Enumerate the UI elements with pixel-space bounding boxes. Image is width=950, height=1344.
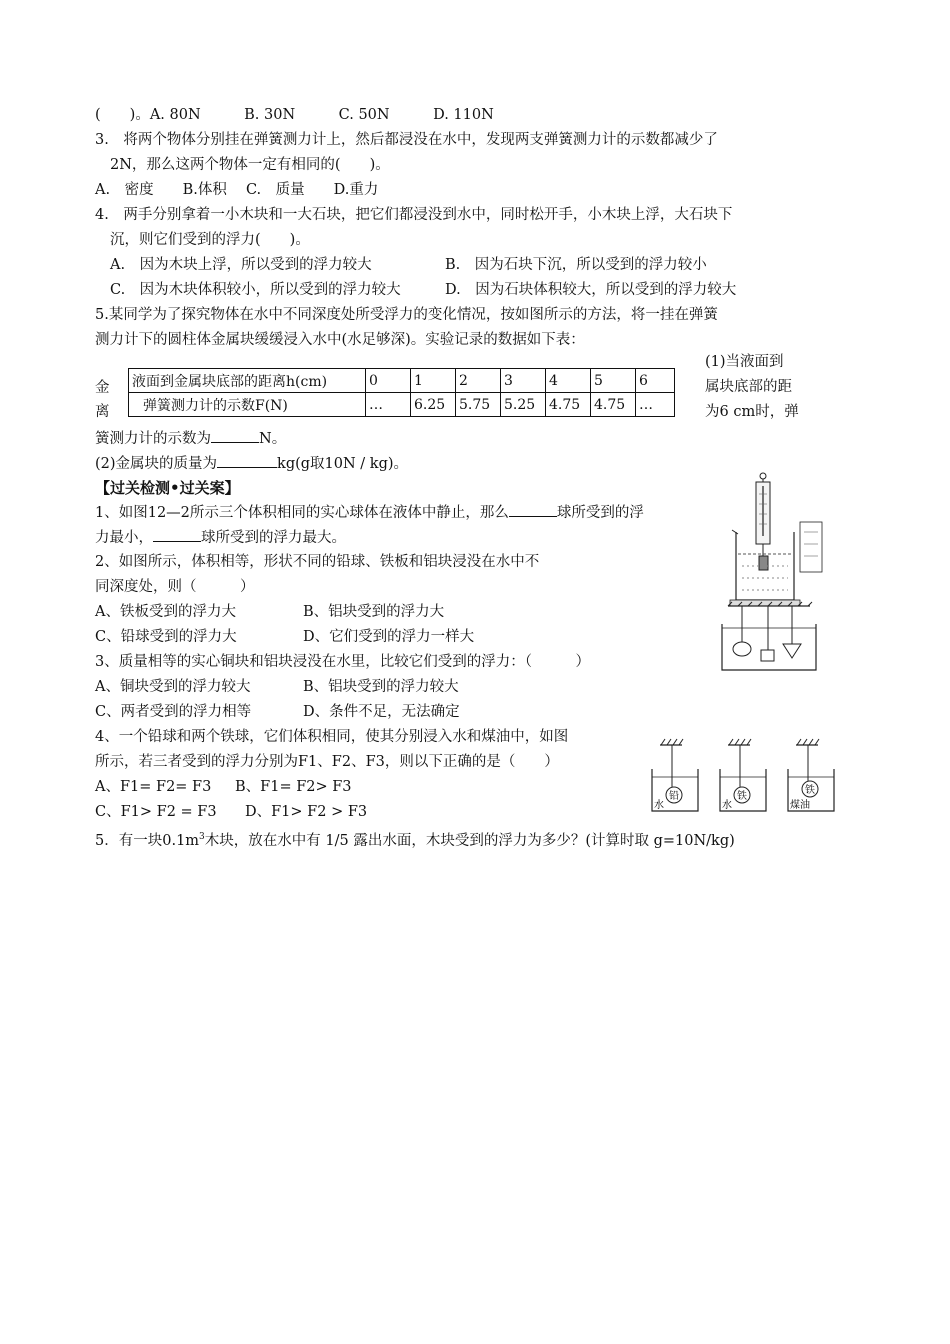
ball-label-lead: 铅 [669,791,679,802]
p1-text-c: 力最小， [95,530,153,546]
table-cell: 4.75 [591,393,636,417]
spring-scale-beaker-figure [728,470,828,610]
p1-text-b: 球所受到的浮 [556,505,644,521]
answer-blank[interactable] [217,453,277,468]
ball-label-iron: 铁 [805,785,815,796]
p4-option-b: B、F1= F2> F3 [235,779,352,795]
p4-option-a: A、F1= F2= F3 [95,779,212,795]
table-cell: … [636,393,675,417]
p4-option-c: C、F1> F2 = F3 [95,804,217,820]
p5-volume-exponent: 3 [199,832,205,842]
table-row-label: 液面到金属块底部的距离h(cm) [129,369,366,393]
p5-text-c: 木块，放在水中有 1/5 露出水面，木块受到的浮力为多少？(计算时取 g=10N/kg) [204,832,735,849]
p3-option-a: A、铜块受到的浮力较大 [95,679,251,695]
table-cell: 5 [591,369,636,393]
p4-stem-line2: 所示，若三者受到的浮力分别为F1、F2、F3，则以下正确的是（ ） [95,754,559,770]
q5-stem-line1: 5.某同学为了探究物体在水中不同深度处所受浮力的变化情况，按如图所示的方法，将一挂在弹簧 [95,307,718,323]
p5-text-a: 5．有一块 [95,832,163,849]
q4-stem-line2: 沉，则它们受到的浮力( )。 [110,232,310,248]
p2-option-c: C、铅球受到的浮力大 [95,629,237,645]
q2-options-line: ( )。A. 80N B. 30N C. 50N D. 110N [95,107,494,123]
table-cell: 4.75 [546,393,591,417]
q5-question2-text: (2)金属块的质量为 [95,456,218,472]
p2-stem-line2: 同深度处，则（ ） [95,579,255,595]
p2-stem-line1: 2、如图所示，体积相等，形状不同的铅球、铁板和铝块浸没在水中不 [95,554,540,570]
p1-text-a: 1、如图12—2所示三个体积相同的实心球体在液体中静止，那么 [95,505,509,521]
table-cell: 4 [546,369,591,393]
p3-option-c: C、两者受到的浮力相等 [95,704,252,720]
p2-option-d: D、它们受到的浮力一样大 [303,629,475,645]
q5-side-char-1: 金 [95,380,110,396]
liquid-label-kerosene: 煤油 [790,800,810,811]
p4-stem-line1: 4、一个铅球和两个铁球，它们体积相同，使其分别浸入水和煤油中，如图 [95,729,569,745]
p3-stem: 3、质量相等的实心铜块和铝块浸没在水里，比较它们受到的浮力：（ ） [95,654,590,670]
p5-question [95,827,735,851]
p3-option-b: B、铝块受到的浮力较大 [303,679,459,695]
liquid-label-water: 水 [722,800,732,811]
q5-data-table [128,368,675,417]
q5-question2-unit: kg(g取10N / kg)。 [277,456,409,472]
table-cell: 5.25 [501,393,546,417]
q3-stem-line1: 3. 将两个物体分别挂在弹簧测力计上，然后都浸没在水中，发现两支弹簧测力计的示数都减少了 [95,132,718,148]
table-cell: 5.75 [456,393,501,417]
q3-options: A. 密度 B.体积 C. 质量 D.重力 [95,182,379,198]
ball-label-iron: 铁 [737,791,747,802]
q5-question1-line [95,428,286,449]
p1-line1 [95,502,644,523]
table-row [129,369,675,393]
p3-option-d: D、条件不足，无法确定 [303,704,460,720]
answer-blank[interactable] [211,428,259,443]
q4-option-c: C. 因为木块体积较小，所以受到的浮力较大 [110,282,401,298]
q3-stem-line2: 2N，那么这两个物体一定有相同的( )。 [110,157,390,173]
q5-side-char-2: 离 [95,404,110,420]
table-cell: 3 [501,369,546,393]
q5-question1-text: 簧测力计的示数为 [95,431,211,447]
table-cell: … [366,393,411,417]
answer-blank[interactable] [153,527,201,542]
q5-question1-part1: (1)当液面到 [705,354,784,370]
table-cell: 0 [366,369,411,393]
three-objects-figure [720,602,820,672]
beaker-3 [788,739,834,811]
p2-option-a: A、铁板受到的浮力大 [95,604,236,620]
q5-question1-part2: 属块底部的距 [705,379,792,395]
p2-option-b: B、铝块受到的浮力大 [303,604,445,620]
q4-option-b: B. 因为石块下沉，所以受到的浮力较小 [445,257,707,273]
beaker-1 [652,739,698,811]
q5-stem-line2: 测力计下的圆柱体金属块缓缓浸入水中(水足够深)。实验记录的数据如下表： [95,332,585,348]
beaker-2 [720,739,766,811]
table-cell: 2 [456,369,501,393]
q5-question1-part3: 为6 cm时，弹 [705,404,799,420]
q4-stem-line1: 4. 两手分别拿着一小木块和一大石块，把它们都浸没到水中，同时松开手，小木块上浮，大石块下 [95,207,733,223]
table-cell: 1 [411,369,456,393]
table-row-label: 弹簧测力计的示数F(N) [129,393,366,417]
p1-text-d: 球所受到的浮力最大。 [201,530,346,546]
q5-question2-line [95,453,408,474]
answer-blank[interactable] [509,502,557,517]
q5-question1-unit: N。 [259,431,287,447]
q4-option-d: D. 因为石块体积较大，所以受到的浮力较大 [445,282,737,298]
liquid-label-water: 水 [654,800,664,811]
section-title: 【过关检测•过关案】 [95,479,240,497]
p4-option-d: D、F1> F2 > F3 [245,804,368,820]
table-row [129,393,675,417]
q4-option-a: A. 因为木块上浮，所以受到的浮力较大 [110,257,372,273]
table-cell: 6.25 [411,393,456,417]
p1-line2 [95,527,346,548]
table-cell: 6 [636,369,675,393]
three-beakers-figure [652,735,842,815]
p5-volume: 0.1m [162,832,200,849]
